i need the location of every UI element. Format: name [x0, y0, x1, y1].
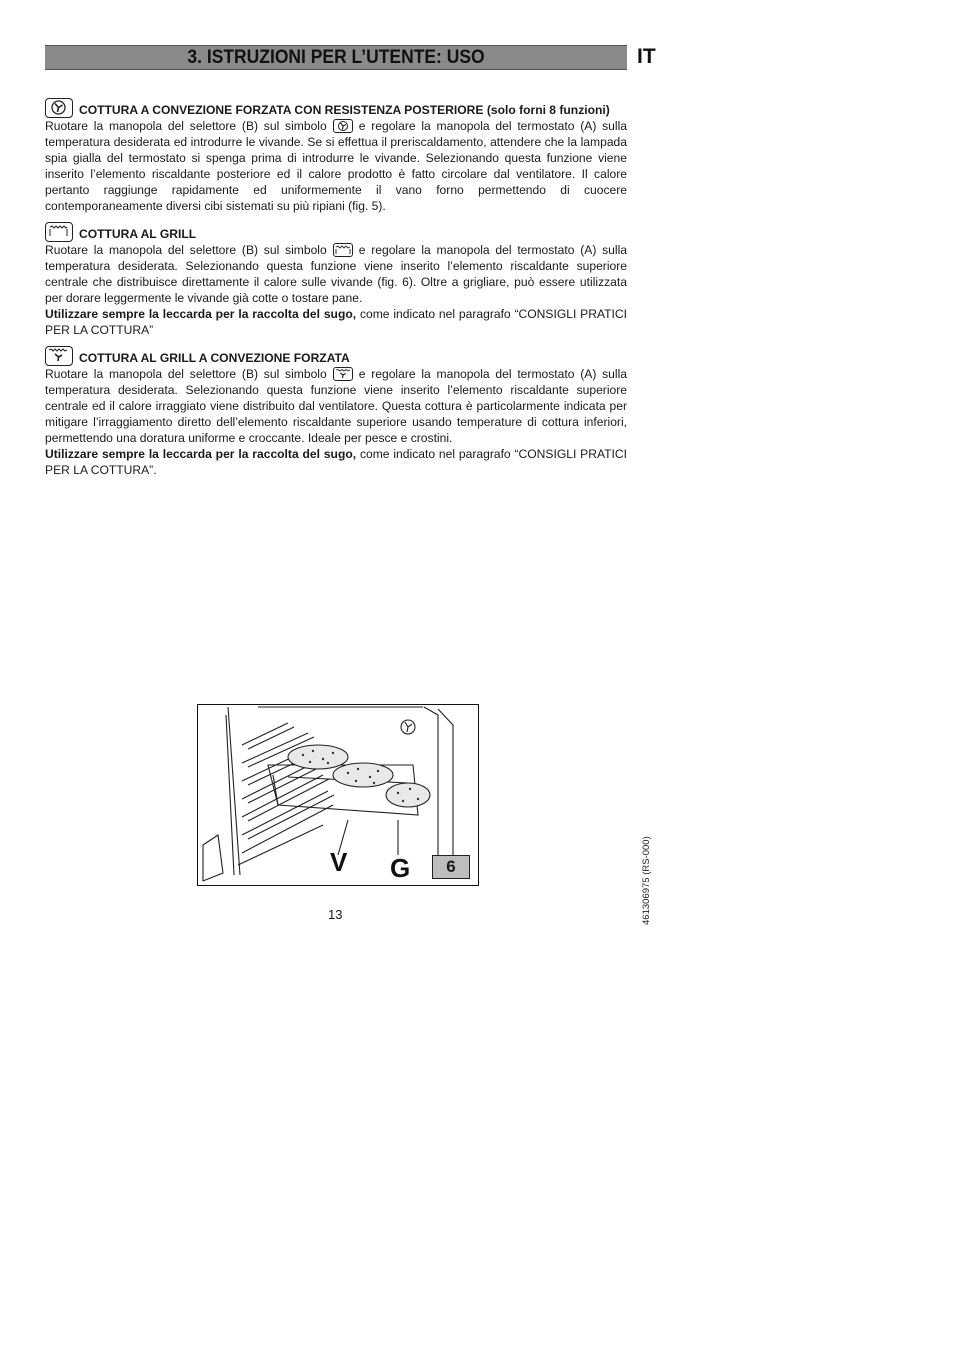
figure-oven-grill [197, 704, 479, 886]
content-body [45, 96, 627, 484]
language-code: IT [637, 45, 656, 68]
paragraph-text: e regolare la manopola del termostato (A) sulla temperatura desiderata ed introdurre le vivande. Se si effettua il preriscaldamento, attendere che la lampada spia gialla del termostato si spenga prima di introdurre le vivande. Selezionando questa funzione viene inserito l’elemento riscaldante posteriore ed il calore prodotto è fatto circolare dal ventilatore. Il calore pertanto raggiunge rapidamente ed uniformemente il vano forno permettendo di cuocere contemporaneamente diversi cibi sistemati su più ripiani (fig. 5). [45, 119, 627, 213]
bold-note: Utilizzare sempre la leccarda per la raccolta del sugo, [45, 447, 357, 461]
grill-icon [45, 222, 73, 242]
page-number: 13 [328, 907, 343, 922]
grill-icon [333, 243, 353, 257]
section-paragraph [45, 366, 627, 478]
bold-note: Utilizzare sempre la leccarda per la raccolta del sugo, [45, 307, 357, 321]
paragraph-text: e regolare la manopola del termostato (A) sulla temperatura desiderata. Selezionando questa funzione viene inserito l’elemento riscaldante superiore centrale che distribuisce direttamente il calore sulle vivande (fig. 6). Oltre a grigliare, può essere utilizzata per dorare leggermente le vivande già cotte o tostare pane. [45, 243, 627, 305]
section-heading [45, 96, 627, 118]
document-code: 461306975 (RS-000) [641, 836, 652, 925]
paragraph-text: Ruotare la manopola del selettore (B) sul simbolo [45, 367, 327, 381]
section-heading [45, 220, 627, 242]
fan-grill-icon [45, 346, 73, 366]
section-paragraph [45, 118, 627, 214]
paragraph-text: e regolare la manopola del termostato (A) sulla temperatura desiderata. Selezionando questa funzione viene inserito l’elemento riscaldante superiore centrale ed il calore irraggiato viene distribuito dal ventilatore. Questa cottura è particolarmente indicata per mitigare l’irraggiamento diretto dell’elemento riscaldante superiore usando temperature di cottura inferiori, permettendo una doratura uniforme e croccante. Ideale per pesce e crostini. [45, 367, 627, 445]
paragraph-text: Ruotare la manopola del selettore (B) sul simbolo [45, 243, 327, 257]
figure-number: 6 [432, 855, 470, 879]
page-title: 3. ISTRUZIONI PER L’UTENTE: USO [187, 47, 485, 68]
note-text: come indicato nel paragrafo “CONSIGLI PRATICI PER LA COTTURA” [45, 307, 627, 337]
label-g: G [390, 853, 411, 883]
section-fan-grill [45, 344, 627, 478]
section-header-bar [45, 45, 627, 70]
section-paragraph [45, 242, 627, 338]
section-title: COTTURA A CONVEZIONE FORZATA CON RESISTENZA POSTERIORE (solo forni 8 funzioni) [79, 103, 610, 117]
section-convection-rear [45, 96, 627, 214]
section-heading [45, 344, 627, 366]
fan-ring-icon [45, 98, 73, 118]
section-title: COTTURA AL GRILL [79, 227, 197, 241]
paragraph-text: Ruotare la manopola del selettore (B) sul simbolo [45, 119, 327, 133]
fan-grill-icon [333, 367, 353, 381]
section-title: COTTURA AL GRILL A CONVEZIONE FORZATA [79, 351, 350, 365]
label-v: V [330, 847, 348, 877]
fan-ring-icon [333, 119, 353, 133]
section-grill [45, 220, 627, 338]
note-text: come indicato nel paragrafo “CONSIGLI PRATICI PER LA COTTURA”. [45, 447, 627, 477]
